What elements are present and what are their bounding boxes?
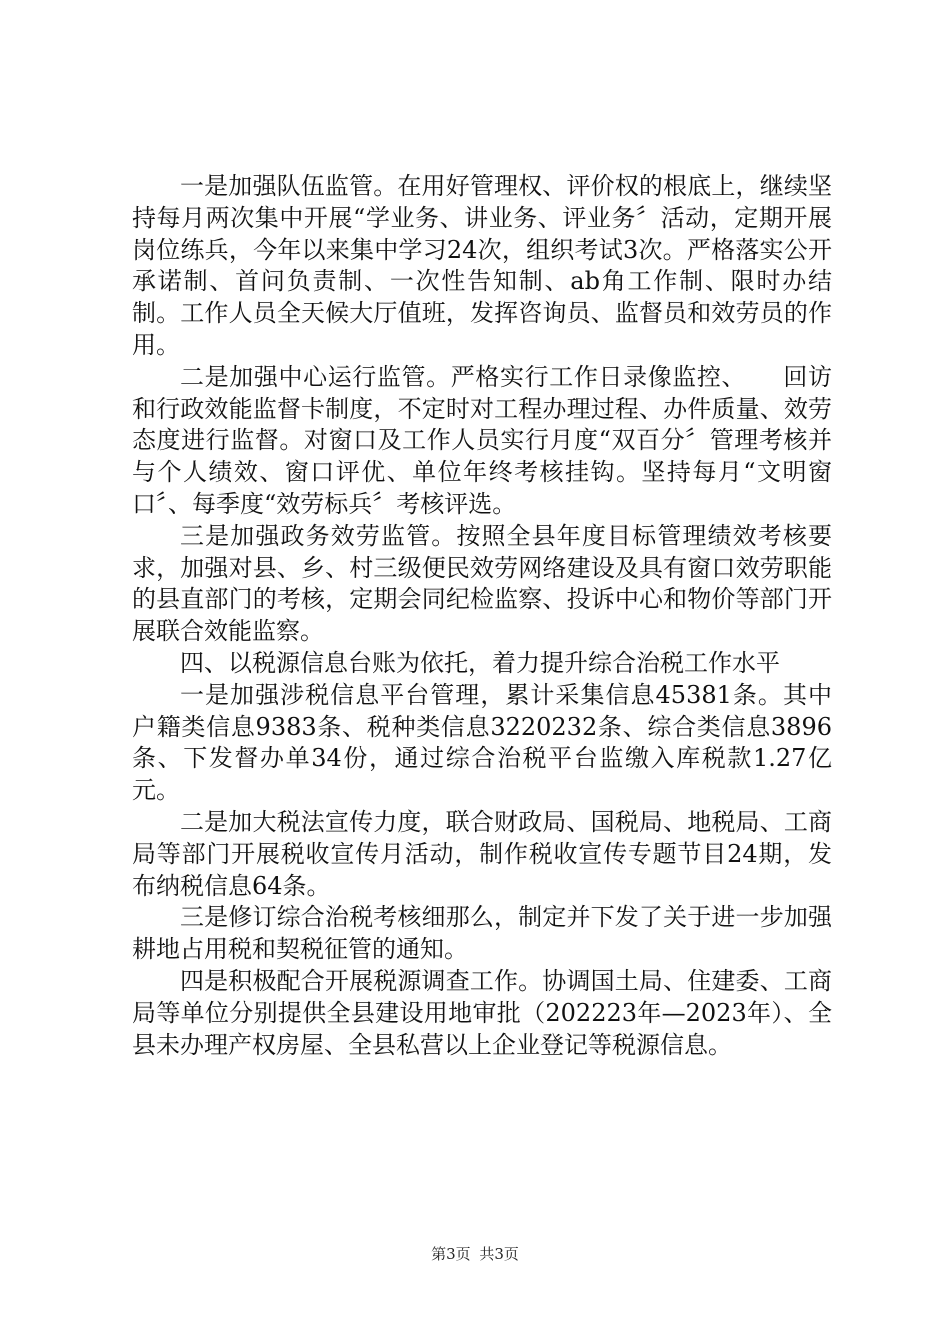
page-number: 第3页 — [431, 1245, 471, 1263]
paragraph-tax-source-survey: 四是积极配合开展税源调查工作。协调国土局、住建委、工商局等单位分别提供全县建设用地审批（202223年—2023年）、全县未办理产权房屋、全县私营以上企业登记等税源信息。 — [132, 966, 832, 1059]
paragraph-tax-law-publicity: 二是加大税法宣传力度，联合财政局、国税局、地税局、工商局等部门开展税收宣传月活动，制作税收宣传专题节目24期，发布纳税信息64条。 — [132, 807, 832, 900]
page-total: 共3页 — [479, 1245, 519, 1263]
paragraph-assessment-rules: 三是修订综合治税考核细那么，制定并下发了关于进一步加强耕地占用税和契税征管的通知。 — [132, 903, 832, 964]
section-heading-tax-source: 四、以税源信息台账为依托，着力提升综合治税工作水平 — [180, 648, 780, 677]
document-body — [132, 171, 832, 1061]
paragraph-government-service: 三是加强政务效劳监管。按照全县年度目标管理绩效考核要求，加强对县、乡、村三级便民效劳网络建设及具有窗口效劳职能的县直部门的考核，定期会同纪检监察、投诉中心和物价等部门开展联合效能监察。 — [132, 521, 832, 646]
paragraph-team-supervision: 一是加强队伍监管。在用好管理权、评价权的根底上，继续坚持每月两次集中开展“学业务、讲业务、评业务〞活动，定期开展岗位练兵，今年以来集中学习24次，组织考试3次。严格落实公开承诺制、首问负责制、一次性告知制、ab角工作制、限时办结制。工作人员全天候大厅值班，发挥咨询员、监督员和效劳员的作用。 — [132, 172, 832, 359]
paragraph-center-operation: 二是加强中心运行监管。严格实行工作日录像监控、 回访和行政效能监督卡制度，不定时对工程办理过程、办件质量、效劳态度进行监督。对窗口及工作人员实行月度“双百分〞管理考核并与个人绩效、窗口评优、单位年终考核挂钩。坚持每月“文明窗口〞、每季度“效劳标兵〞考核评选。 — [132, 362, 832, 518]
paragraph-tax-info-platform: 一是加强涉税信息平台管理，累计采集信息45381条。其中户籍类信息9383条、税种类信息3220232条、综合类信息3896条、下发督办单34份，通过综合治税平台监缴入库税款1.27亿元。 — [132, 680, 832, 805]
page-footer — [0, 1243, 950, 1264]
